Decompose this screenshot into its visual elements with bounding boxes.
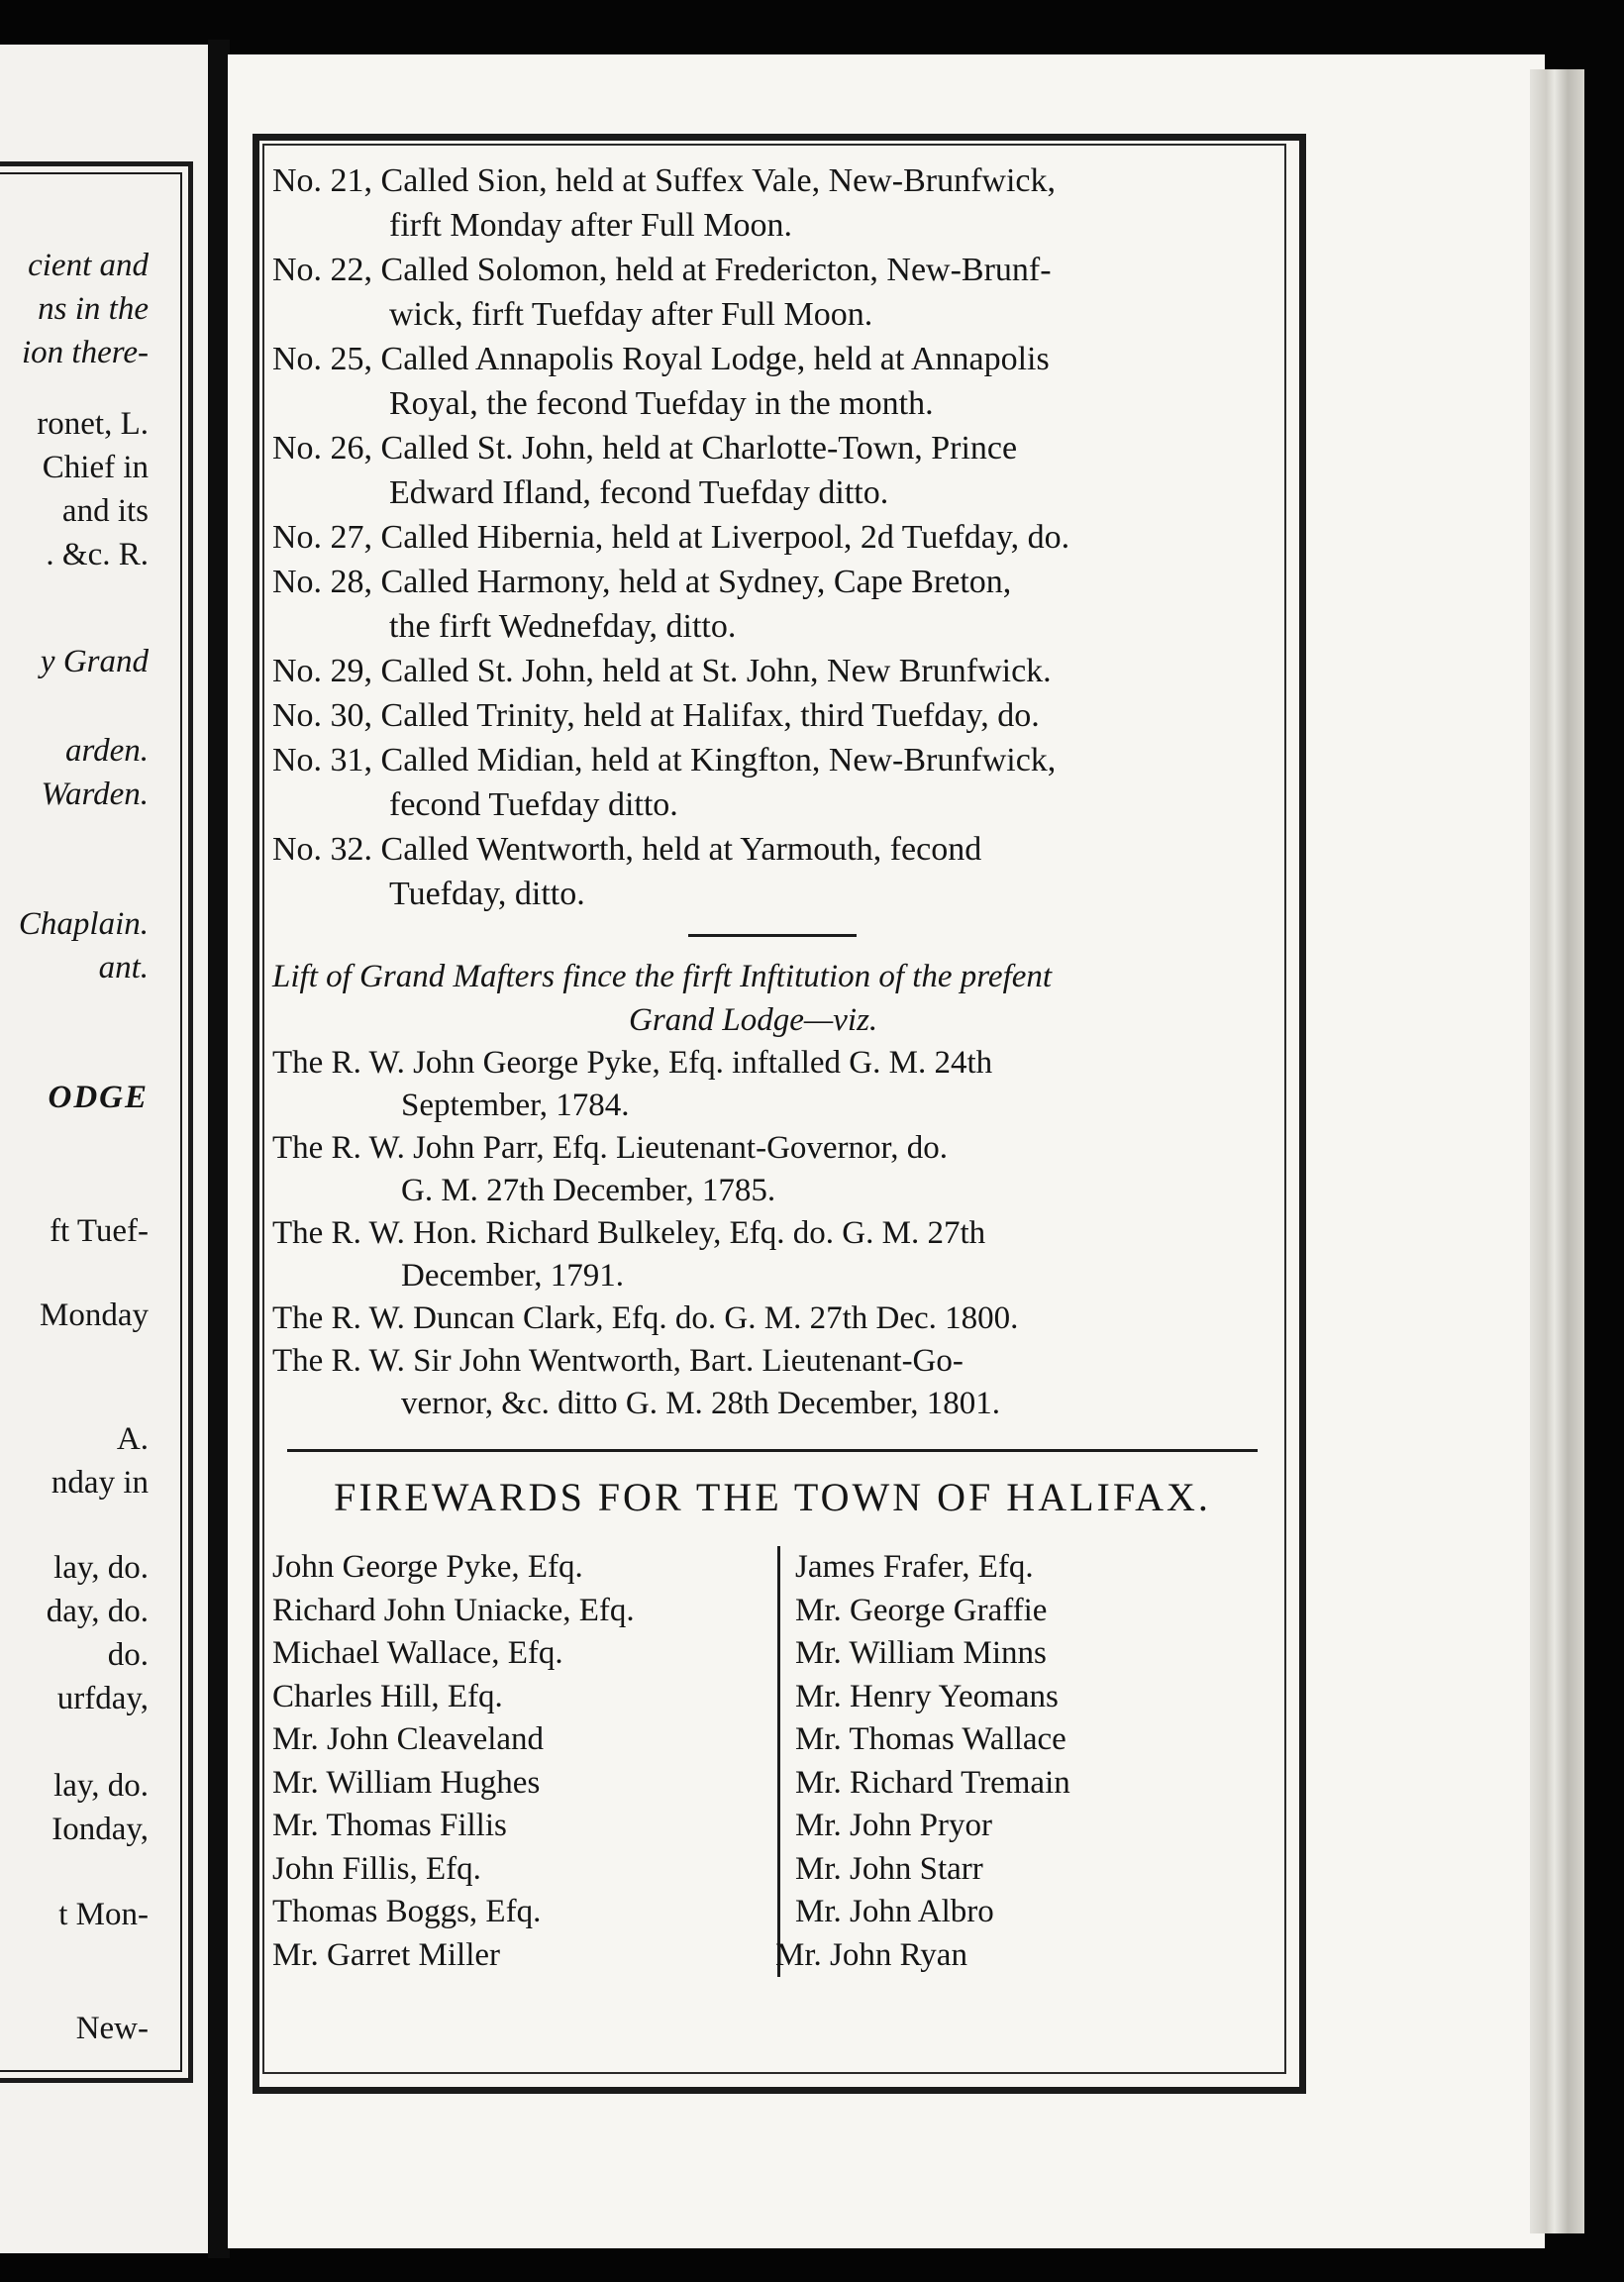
left-line: ns in the — [38, 291, 149, 327]
grand-master-entry — [272, 1297, 1272, 1340]
lodge-list — [272, 158, 1272, 916]
left-line: and its — [61, 493, 149, 529]
fireward-name: Charles Hill, Efq. — [272, 1678, 503, 1714]
left-line: ODGE — [48, 1080, 149, 1115]
lodge-entry — [272, 426, 1272, 515]
lodge-line: Edward Ifland, fecond Tuefday ditto. — [389, 474, 889, 511]
lodge-entry — [272, 560, 1272, 649]
lodge-entry — [272, 158, 1272, 248]
left-line: nday in — [51, 1465, 149, 1501]
lodge-line: fecond Tuefday ditto. — [389, 786, 678, 823]
left-line: do. — [107, 1637, 149, 1673]
fireward-name: Mr. John Starr — [795, 1850, 983, 1887]
firewards-right-column — [777, 1546, 1251, 1977]
fireward-name: Thomas Boggs, Efq. — [272, 1894, 542, 1929]
lodge-line: No. 29, Called St. John, held at St. John, New Brunfwick. — [272, 653, 1052, 689]
left-line: ft Tuef- — [50, 1213, 149, 1249]
fireward-name: John George Pyke, Efq. — [272, 1549, 583, 1585]
fireward-name: Mr. George Graffie — [795, 1592, 1048, 1628]
section-rule — [287, 1449, 1258, 1452]
left-line: Monday — [40, 1297, 149, 1333]
grand-master-line: The R. W. Duncan Clark, Efq. do. G. M. 27th Dec. 1800. — [272, 1300, 1019, 1336]
grand-masters-heading — [272, 955, 1272, 1042]
lodge-entry — [272, 649, 1272, 693]
grand-master-line: December, 1791. — [401, 1258, 625, 1294]
lodge-line: Royal, the fecond Tuefday in the month. — [389, 385, 934, 422]
lodge-line: No. 26, Called St. John, held at Charlotte-Town, Prince — [272, 430, 1018, 467]
grand-masters-heading-line: Grand Lodge—viz. — [629, 1002, 878, 1038]
left-line: t Mon- — [58, 1897, 149, 1932]
fireward-name: Mr. Henry Yeomans — [795, 1678, 1059, 1714]
left-line: y Grand — [40, 644, 149, 679]
fireward-name: Michael Wallace, Efq. — [272, 1635, 563, 1671]
left-line: ion there- — [22, 335, 149, 370]
fireward-name: James Frafer, Efq. — [795, 1549, 1034, 1585]
grand-master-line: The R. W. Sir John Wentworth, Bart. Lieutenant-Go- — [272, 1343, 964, 1379]
fireward-name: Mr. John Albro — [795, 1894, 994, 1929]
grand-master-line: The R. W. Hon. Richard Bulkeley, Efq. do. G. M. 27th — [272, 1215, 986, 1251]
firewards-left-column — [272, 1546, 767, 1977]
left-line: urfday, — [56, 1681, 149, 1716]
lodge-line: No. 27, Called Hibernia, held at Liverpool, 2d Tuefday, do. — [272, 519, 1070, 556]
lodge-entry — [272, 248, 1272, 337]
grand-master-entry — [272, 1212, 1272, 1297]
left-line: arden. — [64, 733, 149, 769]
lodge-entry — [272, 337, 1272, 426]
fireward-name: John Fillis, Efq. — [272, 1850, 481, 1887]
page-edges — [1530, 69, 1584, 2233]
lodge-entry — [272, 827, 1272, 916]
lodge-line: No. 22, Called Solomon, held at Fredericton, New-Brunf- — [272, 252, 1052, 288]
left-line: lay, do. — [53, 1550, 149, 1586]
lodge-line: No. 21, Called Sion, held at Suffex Vale, New-Brunfwick, — [272, 162, 1056, 199]
fireward-name: Mr. John Cleaveland — [272, 1721, 545, 1757]
grand-master-line: September, 1784. — [401, 1088, 630, 1123]
lodge-line: No. 28, Called Harmony, held at Sydney, Cape Breton, — [272, 564, 1012, 600]
left-line: Chaplain. — [18, 906, 149, 942]
fireward-name: Richard John Uniacke, Efq. — [272, 1592, 635, 1628]
page-content — [272, 158, 1272, 2060]
left-line: . &c. R. — [46, 537, 149, 572]
grand-master-entry — [272, 1340, 1272, 1425]
grand-master-line: The R. W. John Parr, Efq. Lieutenant-Governor, do. — [272, 1130, 948, 1166]
left-line: lay, do. — [53, 1768, 149, 1804]
left-line: Chief in — [42, 450, 149, 485]
grand-masters-list — [272, 1042, 1272, 1425]
lodge-line: wick, firft Tuefday after Full Moon. — [389, 296, 873, 333]
lodge-line: No. 30, Called Trinity, held at Halifax, third Tuefday, do. — [272, 697, 1040, 734]
fireward-name: Mr. Thomas Wallace — [795, 1721, 1066, 1757]
lodge-line: Tuefday, ditto. — [389, 876, 585, 912]
lodge-entry — [272, 693, 1272, 738]
fireward-name: Mr. William Minns — [795, 1635, 1047, 1671]
book-gutter — [208, 40, 230, 2258]
fireward-name: Mr. Richard Tremain — [795, 1764, 1070, 1801]
lodge-line: the firft Wednefday, ditto. — [389, 608, 737, 645]
lodge-entry — [272, 515, 1272, 560]
fireward-name: Mr. William Hughes — [272, 1764, 541, 1801]
fireward-name: Mr. John Ryan — [775, 1936, 967, 1973]
previous-page — [0, 45, 211, 2253]
left-line: A. — [116, 1421, 149, 1457]
left-line: cient and — [28, 248, 149, 283]
grand-master-entry — [272, 1042, 1272, 1127]
lodge-line: firft Monday after Full Moon. — [389, 207, 792, 244]
grand-master-line: vernor, &c. ditto G. M. 28th December, 1801. — [401, 1386, 1000, 1421]
lodge-line: No. 32. Called Wentworth, held at Yarmouth, fecond — [272, 831, 982, 868]
fireward-name: Mr. Garret Miller — [272, 1936, 501, 1973]
lodge-line: No. 25, Called Annapolis Royal Lodge, held at Annapolis — [272, 341, 1050, 377]
left-line: day, do. — [46, 1594, 149, 1629]
fireward-name: Mr. Thomas Fillis — [272, 1808, 507, 1843]
grand-master-line: The R. W. John George Pyke, Efq. inftalled G. M. 24th — [272, 1045, 993, 1081]
grand-master-entry — [272, 1127, 1272, 1212]
left-line: Ionday, — [51, 1812, 149, 1847]
lodge-line: No. 31, Called Midian, held at Kingfton, New-Brunfwick, — [272, 742, 1057, 778]
left-line: ant. — [98, 950, 149, 985]
left-line: ronet, L. — [37, 406, 149, 442]
left-line: Warden. — [41, 777, 149, 812]
short-rule — [688, 934, 857, 937]
lodge-entry — [272, 738, 1272, 827]
grand-master-line: G. M. 27th December, 1785. — [401, 1173, 776, 1208]
firewards-list — [272, 1546, 1272, 2002]
firewards-heading: FIREWARDS FOR THE TOWN OF HALIFAX. — [334, 1475, 1211, 1519]
left-line: New- — [75, 2011, 149, 2046]
fireward-name: Mr. John Pryor — [795, 1808, 992, 1843]
grand-masters-heading-line: Lift of Grand Mafters fince the firft Inftitution of the prefent — [272, 959, 1053, 994]
